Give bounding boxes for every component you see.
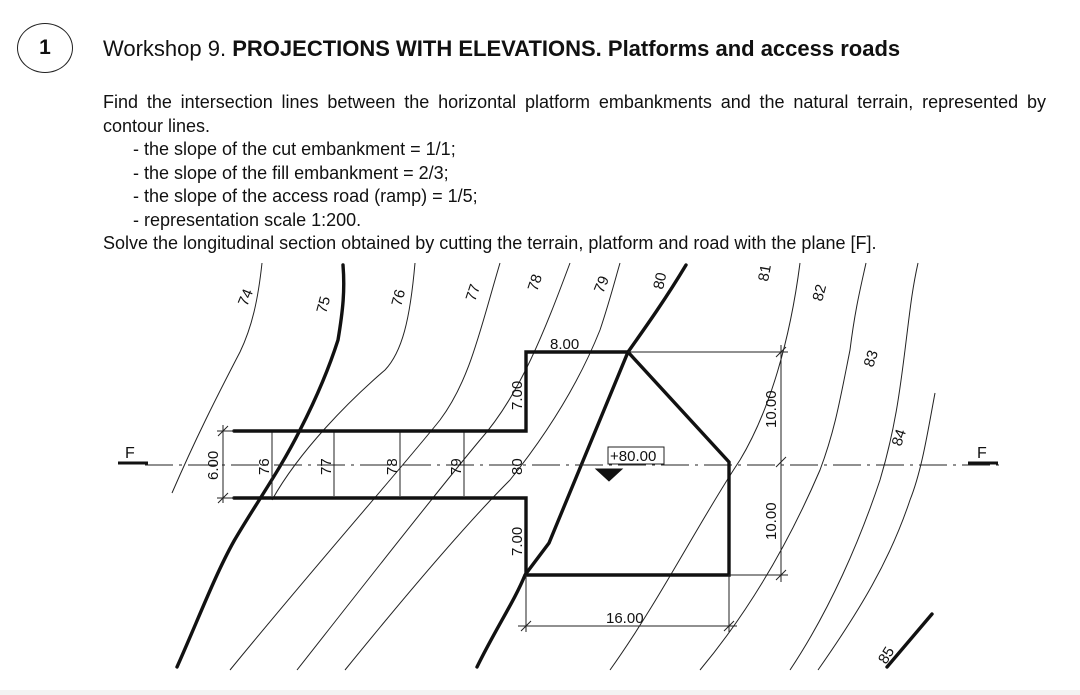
contour-label: 81 — [755, 263, 775, 283]
instructions-solve: Solve the longitudinal section obtained by cutting the terrain, platform and road with the plane [F]. — [103, 233, 877, 253]
dim-left-upper: 7.00 — [509, 380, 526, 410]
title-prefix: Workshop 9. — [103, 36, 227, 61]
contour-label: 77 — [462, 282, 484, 304]
bottom-scroll-edge — [0, 690, 1080, 695]
elevation-marker-icon — [596, 469, 622, 481]
contour-78 — [297, 263, 570, 670]
dim-right-upper: 10.00 — [763, 390, 780, 428]
road-label: 80 — [509, 458, 526, 475]
section-label-left: F — [125, 445, 135, 462]
contour-label: 74 — [234, 286, 257, 309]
road-label: 77 — [318, 458, 335, 475]
contour-label: 79 — [590, 273, 613, 296]
dim-road-width: 6.00 — [205, 450, 222, 480]
contour-label: 84 — [888, 427, 910, 449]
road-labels — [256, 458, 526, 475]
instruction-item: - representation scale 1:200. — [133, 209, 362, 230]
road-label: 78 — [384, 458, 401, 475]
bold-contours — [177, 265, 932, 667]
contour-label: 75 — [313, 294, 335, 316]
contour-lines — [172, 263, 935, 670]
instruction-item: - the slope of the cut embankment = 1/1; — [133, 139, 456, 159]
workshop-number: 1 — [39, 36, 51, 59]
road-label: 79 — [448, 458, 465, 475]
contour-82 — [700, 263, 866, 670]
contour-label: 83 — [860, 348, 882, 370]
road-stations — [272, 432, 464, 496]
contour-label: 78 — [524, 272, 546, 294]
contour-81 — [610, 263, 800, 670]
instruction-item: - the slope of the fill embankment = 2/3; — [133, 162, 449, 183]
section-label-right: F — [977, 445, 987, 462]
dim-right-lower: 10.00 — [763, 502, 780, 540]
title-bold: PROJECTIONS WITH ELEVATIONS. Platforms and access roads — [232, 36, 901, 61]
dim-left-lower: 7.00 — [509, 526, 526, 556]
contour-label: 80 — [650, 270, 671, 291]
dim-bottom-width: 16.00 — [606, 610, 644, 627]
instructions-intro: Find the intersection lines between the horizontal platform embankments and the natural terrain, represented by contour lines. — [103, 92, 1046, 136]
instruction-item: - the slope of the access road (ramp) = 1/5; — [133, 186, 478, 206]
platform-elevation: +80.00 — [610, 448, 657, 465]
road-label: 76 — [256, 458, 273, 475]
contour-84 — [818, 393, 935, 670]
dim-top-width: 8.00 — [550, 336, 580, 353]
contour-label: 76 — [388, 287, 410, 309]
contour-label: 82 — [809, 282, 831, 304]
dimension-lines — [217, 345, 788, 632]
contour-label: 85 — [874, 643, 899, 668]
